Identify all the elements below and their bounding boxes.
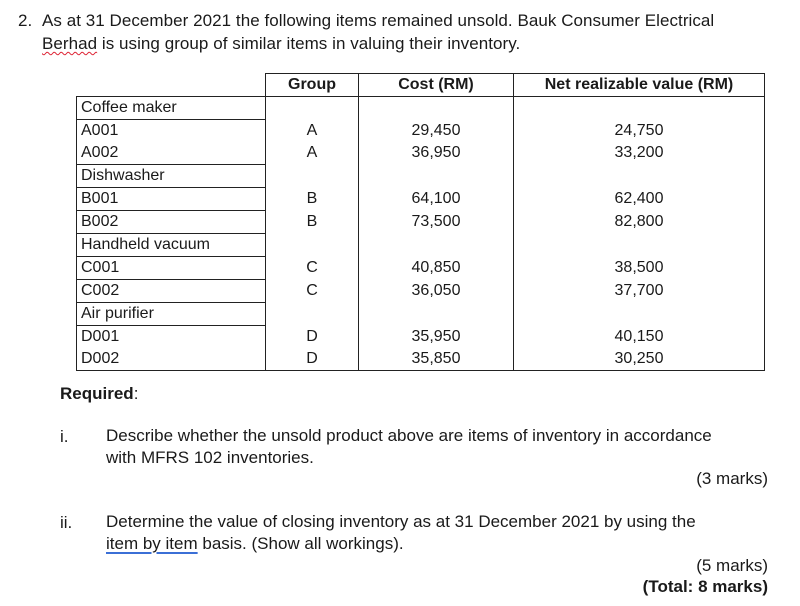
- item-group: [266, 234, 359, 257]
- item-name: C001: [77, 257, 266, 280]
- item-ii-line1: Determine the value of closing inventory as at 31 December 2021 by using the: [106, 512, 696, 531]
- item-group: [266, 165, 359, 188]
- item-name: A001: [77, 120, 266, 143]
- category-row: [77, 303, 765, 326]
- table-row: [77, 280, 765, 303]
- item-nrv: 40,150: [514, 326, 765, 349]
- item-nrv: 37,700: [514, 280, 765, 303]
- item-group: [266, 303, 359, 326]
- item-cost: [359, 303, 514, 326]
- table-header-row: [77, 74, 765, 97]
- marks-i: (3 marks): [696, 469, 768, 488]
- table-row: [77, 257, 765, 280]
- item-by-item-underlined: item by item: [106, 534, 198, 553]
- item-ii-line2: [106, 533, 768, 555]
- table-row: [77, 120, 765, 143]
- header-cost: Cost (RM): [359, 74, 514, 97]
- item-nrv: [514, 97, 765, 120]
- item-cost: 36,050: [359, 280, 514, 303]
- question-text-line2-rest: is using group of similar items in valuing their inventory.: [97, 34, 521, 53]
- item-cost: 36,950: [359, 142, 514, 165]
- inventory-table: [76, 73, 765, 371]
- item-nrv: 33,200: [514, 142, 765, 165]
- item-i-line2: with MFRS 102 inventories.: [106, 448, 314, 467]
- item-group: C: [266, 280, 359, 303]
- item-group: A: [266, 142, 359, 165]
- item-name: B001: [77, 188, 266, 211]
- item-name: B002: [77, 211, 266, 234]
- item-group: D: [266, 348, 359, 371]
- item-group: A: [266, 120, 359, 143]
- required-heading: [60, 384, 138, 404]
- category-row: [77, 234, 765, 257]
- item-name: Air purifier: [77, 303, 266, 326]
- header-nrv: Net realizable value (RM): [514, 74, 765, 97]
- item-name: Handheld vacuum: [77, 234, 266, 257]
- marks-ii: (5 marks): [696, 556, 768, 575]
- question-text-line2: [42, 34, 520, 54]
- header-group: Group: [266, 74, 359, 97]
- item-nrv: 82,800: [514, 211, 765, 234]
- item-cost: 40,850: [359, 257, 514, 280]
- item-nrv: 30,250: [514, 348, 765, 371]
- item-nrv: [514, 234, 765, 257]
- item-nrv: 38,500: [514, 257, 765, 280]
- category-row: [77, 165, 765, 188]
- table-row: [77, 188, 765, 211]
- item-cost: 64,100: [359, 188, 514, 211]
- question-number: 2.: [18, 11, 33, 30]
- item-name: Dishwasher: [77, 165, 266, 188]
- item-cost: [359, 97, 514, 120]
- misspelled-word: Berhad: [42, 34, 98, 53]
- item-name: D002: [77, 348, 266, 371]
- question-text-line1: As at 31 December 2021 the following items remained unsold. Bauk Consumer Electrical: [42, 11, 715, 30]
- item-number-ii: ii.: [60, 513, 73, 532]
- required-label: Required: [60, 384, 134, 403]
- item-cost: 35,850: [359, 348, 514, 371]
- item-name: A002: [77, 142, 266, 165]
- item-group: [266, 97, 359, 120]
- item-group: D: [266, 326, 359, 349]
- table-row: [77, 142, 765, 165]
- item-name: C002: [77, 280, 266, 303]
- item-nrv: 62,400: [514, 188, 765, 211]
- item-text-i: [106, 425, 768, 469]
- item-name: Coffee maker: [77, 97, 266, 120]
- item-cost: [359, 165, 514, 188]
- item-cost: 29,450: [359, 120, 514, 143]
- item-i-line1: Describe whether the unsold product above are items of inventory in accordance: [106, 426, 712, 445]
- item-text-ii: [106, 511, 768, 555]
- item-nrv: [514, 165, 765, 188]
- total-marks: (Total: 8 marks): [642, 577, 768, 596]
- table-row: [77, 348, 765, 371]
- table-row: [77, 211, 765, 234]
- item-ii-line2-rest: basis. (Show all workings).: [197, 534, 404, 553]
- item-cost: 73,500: [359, 211, 514, 234]
- header-blank: [77, 74, 266, 97]
- item-nrv: [514, 303, 765, 326]
- item-group: B: [266, 211, 359, 234]
- required-colon: :: [133, 384, 139, 403]
- item-cost: [359, 234, 514, 257]
- table-row: [77, 326, 765, 349]
- item-number-i: i.: [60, 427, 69, 446]
- item-name: D001: [77, 326, 266, 349]
- item-group: C: [266, 257, 359, 280]
- item-group: B: [266, 188, 359, 211]
- item-cost: 35,950: [359, 326, 514, 349]
- category-row: [77, 97, 765, 120]
- item-nrv: 24,750: [514, 120, 765, 143]
